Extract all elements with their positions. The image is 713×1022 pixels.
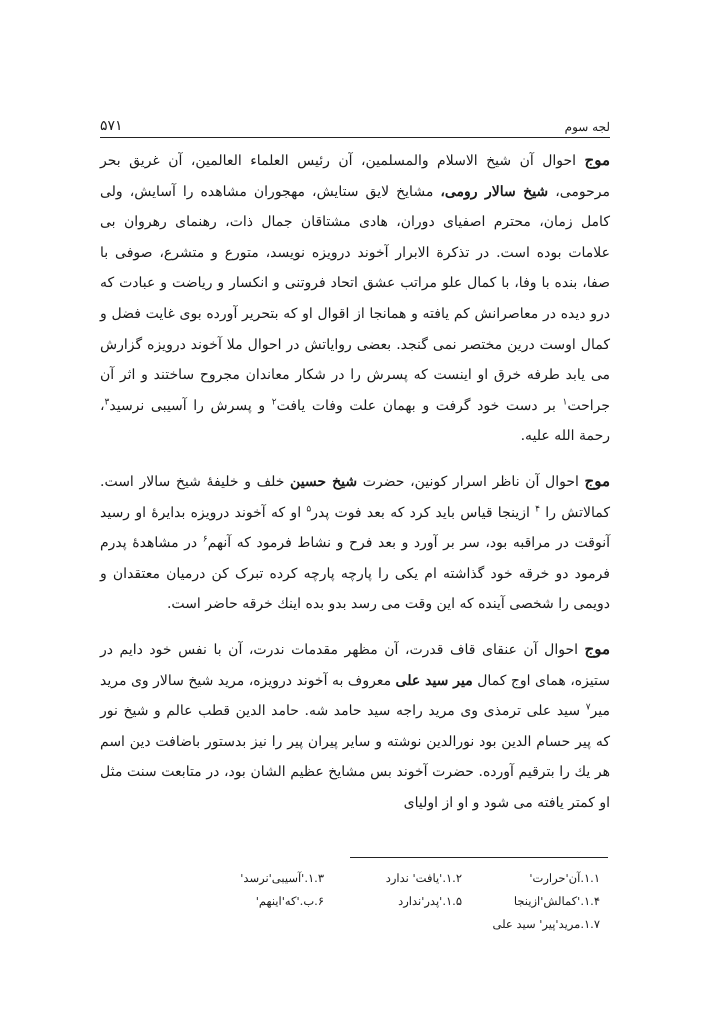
footnote-marker: ۵ bbox=[306, 503, 312, 514]
paragraph-lead: موج bbox=[584, 471, 610, 490]
footnote-row bbox=[100, 889, 610, 912]
paragraph-lead: موج bbox=[584, 639, 611, 658]
footnote-marker: ۲ bbox=[271, 397, 277, 408]
text-run: در مشاهدهٔ پدرم فرمود دو خرقه خود گذاشته ام یکی را پارچه پارچه کرده تبرک کن درمیان معتقدان و دویمی را شخصی آینده که این وقت می رسد بدو بده اینك خرقه حاضر است. bbox=[100, 535, 610, 613]
text-run: معروف به آخوند درویزه، مرید شیخ سالار وی مرید میر bbox=[100, 672, 610, 720]
footnote-marker: ۶ bbox=[202, 534, 208, 545]
footnotes bbox=[100, 866, 610, 935]
text-run: بر دست خود گرفت و بهمان علت وفات یافت bbox=[276, 397, 563, 414]
header-rule bbox=[100, 137, 610, 138]
footnote: ۱.۱.آن'حرارت' bbox=[529, 870, 600, 885]
text-run: احوال آن عنقای قاف قدرت، آن مظهر مقدمات ندرت، آن با نفس خود دایم در ستیزه، همای اوج کمال bbox=[100, 641, 610, 689]
bold-name: شیخ حسین bbox=[290, 473, 358, 490]
text-run: و پسرش را آسیبی نرسید bbox=[109, 397, 272, 414]
footnote-marker: ۳ bbox=[104, 397, 110, 408]
text-run: او که آخوند درویزه بدایرهٔ او رسید آنوقت در مراقبه بود، سر بر آورد و بعد فرح و نشاط فرمود که آنهم bbox=[100, 504, 610, 552]
bold-name: میر سید علی bbox=[395, 672, 473, 689]
footnote-rule bbox=[350, 857, 608, 858]
footnote: ۶.ب.'که'اینهم' bbox=[255, 893, 324, 908]
page-header bbox=[100, 110, 610, 134]
text-run: سید علی ترمذی وی مرید راجه سید حامد شه. حامد الدین قطب عالم و شیخ نور که پیر حسام الدین بود نورالدین نوشته و سایر پیران پیر را نیز بدستور باضافت دین اسم هر یك را بترقیم آورده. حضرت آخوند بس مشایخ عظیم الشان بود، در متابعت سنت مثل او کمتر یافته می شود و او از اولیای bbox=[100, 703, 610, 811]
footnote-marker: ۱ bbox=[562, 397, 568, 408]
footnote-marker: ۷ bbox=[585, 702, 591, 713]
text-run: ، رحمة الله علیه. bbox=[100, 397, 610, 445]
text-run: احوال آن ناظر اسرار کونین، حضرت bbox=[357, 473, 585, 490]
footnote-row bbox=[100, 912, 610, 935]
body-text bbox=[100, 145, 610, 818]
paragraph bbox=[100, 634, 610, 819]
paragraph-body bbox=[100, 639, 611, 811]
footnote-marker: ۴ bbox=[535, 503, 541, 514]
footnote-row bbox=[100, 866, 610, 889]
footnote: ۱.۵.'پدر'ندارد bbox=[398, 893, 462, 908]
page-number: ۵۷۱ bbox=[100, 118, 123, 134]
text-run: احوال آن شیخ الاسلام والمسلمین، آن رئیس العلماء العالمین، آن غریق بحر مرحومی، bbox=[100, 153, 610, 200]
paragraph bbox=[100, 466, 610, 620]
bold-name: شیخ سالار رومی، bbox=[440, 183, 549, 200]
paragraph-body bbox=[100, 471, 610, 613]
footnote: ۱.۴.'کمالش'ازینجا bbox=[513, 893, 600, 908]
paragraph-body bbox=[100, 153, 610, 444]
footnote: ۱.۷.مرید'پیر' سید علی bbox=[492, 916, 600, 931]
running-head: لجه سوم bbox=[564, 120, 610, 134]
footnote: ۱.۲.'یافت' ندارد bbox=[385, 870, 462, 885]
paragraph-lead: موج bbox=[584, 151, 610, 169]
text-run: ازینجا قیاس باید کرد که بعد فوت پدر bbox=[311, 504, 536, 521]
paragraph bbox=[100, 145, 610, 452]
text-run: مشایخ لایق ستایش، مهجوران مشاهده را آسایش، ولی کامل زمان، محترم اصفیای دوران، هادی مشتاقان جمال ذات، رهنمای رهروان بی علامات بوده است. در تذکرة الابرار آخوند درویزه نویسد، متورع و متشرع، صوفی با صفا، بنده با وفا، با کمال علو مراتب عشق اتحاد فروتنی و انکسار و ریاضت و عبادت که درو دیده در معاصرانش کم یافته و همانجا از اقوال او که بتحریر آورده بوی غایت فضل و کمال اوست درین مختصر نمی گنجد. بعضی روایاتش در احوال ملا آخوند درویزه گزارش می یابد طرفه خرق او اینست که پسرش را در شکار معاندان مجروح ساختند و اثر آن جراحت bbox=[100, 183, 610, 414]
footnote: ۱.۳.'آسیبی'نرسد' bbox=[240, 870, 324, 885]
text-run: خلف و خلیفهٔ شیخ سالار است. کمالاتش را bbox=[100, 473, 610, 521]
